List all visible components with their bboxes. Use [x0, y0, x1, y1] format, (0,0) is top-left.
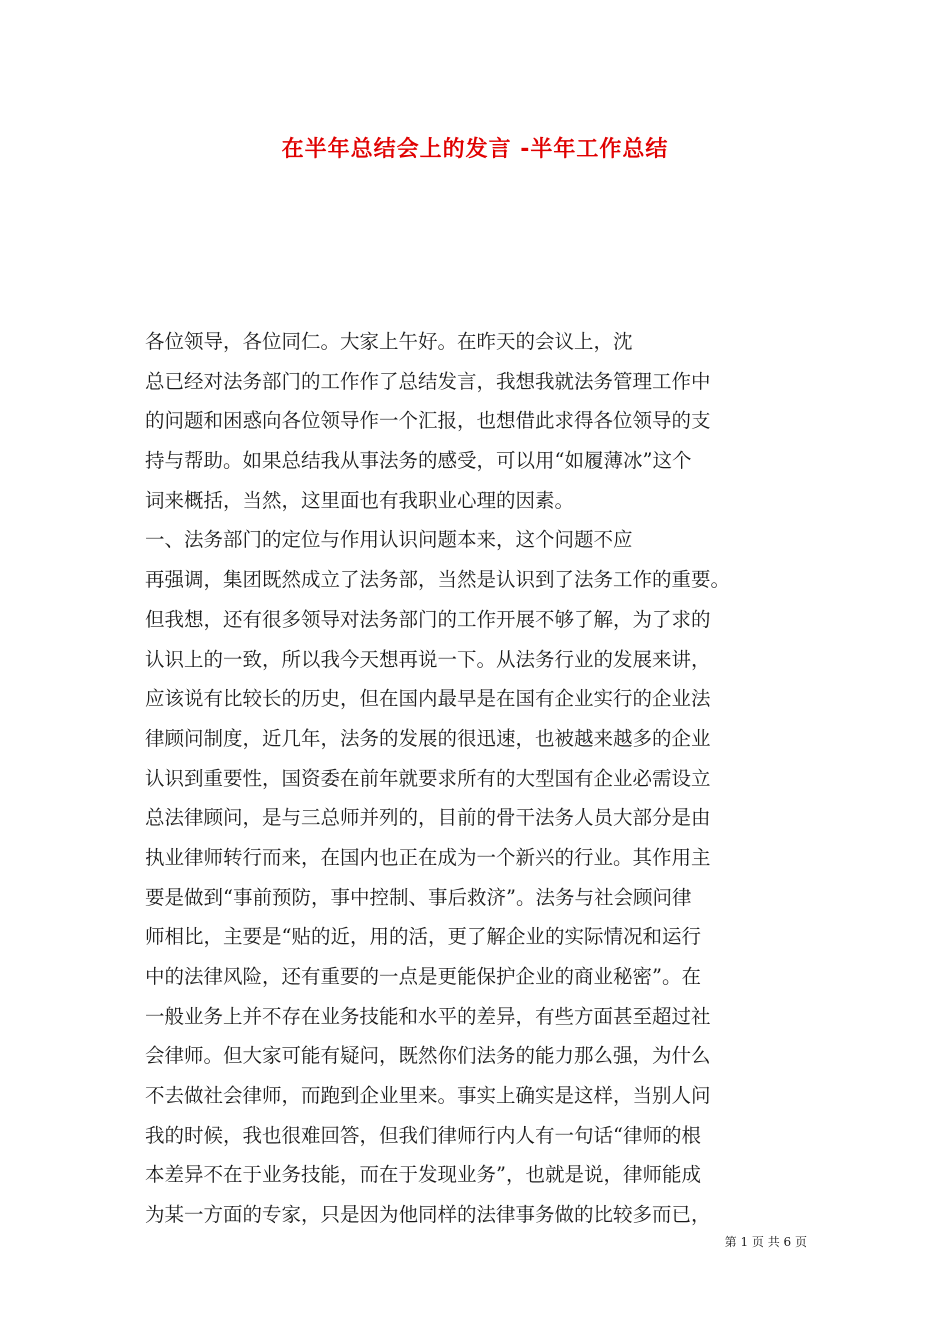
body-line: 执业律师转行而来，在国内也正在成为一个新兴的行业。其作用主 — [145, 845, 711, 869]
body-line: 认识到重要性，国资委在前年就要求所有的大型国有企业必需设立 — [145, 766, 711, 790]
document-title: 在半年总结会上的发言 -半年工作总结 — [281, 137, 669, 162]
body-line: 应该说有比较长的历史，但在国内最早是在国有企业实行的企业法 — [145, 687, 711, 711]
body-line: 本差异不在于业务技能，而在于发现业务”，也就是说，律师能成 — [145, 1163, 701, 1187]
body-line: 词来概括，当然，这里面也有我职业心理的因素。 — [145, 488, 575, 512]
body-line: 中的法律风险，还有重要的一点是更能保护企业的商业秘密”。在 — [145, 965, 701, 988]
body-line: 不去做社会律师，而跑到企业里来。事实上确实是这样，当别人问 — [145, 1084, 711, 1108]
body-line: 要是做到“事前预防，事中控制、事后救济”。法务与社会顾问律 — [145, 885, 692, 909]
page-number: 第 1 页 共 6 页 — [724, 1235, 807, 1249]
body-line: 持与帮助。如果总结我从事法务的感受，可以用“如履薄冰”这个 — [145, 449, 692, 473]
body-line: 一、法务部门的定位与作用认识问题本来，这个问题不应 — [145, 528, 633, 552]
body-line: 总已经对法务部门的工作作了总结发言，我想我就法务管理工作中 — [145, 369, 711, 393]
body-line: 师相比，主要是“贴的近，用的活，更了解企业的实际情况和运行 — [145, 925, 701, 949]
body-line: 认识上的一致，所以我今天想再说一下。从法务行业的发展来讲， — [145, 647, 711, 671]
body-line: 总法律顾问，是与三总师并列的，目前的骨干法务人员大部分是由 — [145, 806, 711, 830]
body-line: 会律师。但大家可能有疑问，既然你们法务的能力那么强，为什么 — [145, 1044, 711, 1068]
body-line: 各位领导，各位同仁。大家上午好。在昨天的会议上，沈 — [145, 330, 633, 353]
body-line: 一般业务上并不存在业务技能和水平的差异，有些方面甚至超过社 — [145, 1004, 711, 1028]
body-line: 为某一方面的专家，只是因为他同样的法律事务做的比较多而已， — [145, 1203, 711, 1227]
body-line: 再强调，集团既然成立了法务部，当然是认识到了法务工作的重要。 — [145, 568, 731, 592]
body-line: 的问题和困惑向各位领导作一个汇报，也想借此求得各位领导的支 — [145, 409, 711, 433]
document-body — [145, 322, 825, 1235]
body-line: 我的时候，我也很难回答，但我们律师行内人有一句话“律师的根 — [145, 1123, 701, 1147]
body-line: 律顾问制度，近几年，法务的发展的很迅速，也被越来越多的企业 — [145, 726, 711, 750]
body-line: 但我想，还有很多领导对法务部门的工作开展不够了解，为了求的 — [145, 607, 711, 631]
